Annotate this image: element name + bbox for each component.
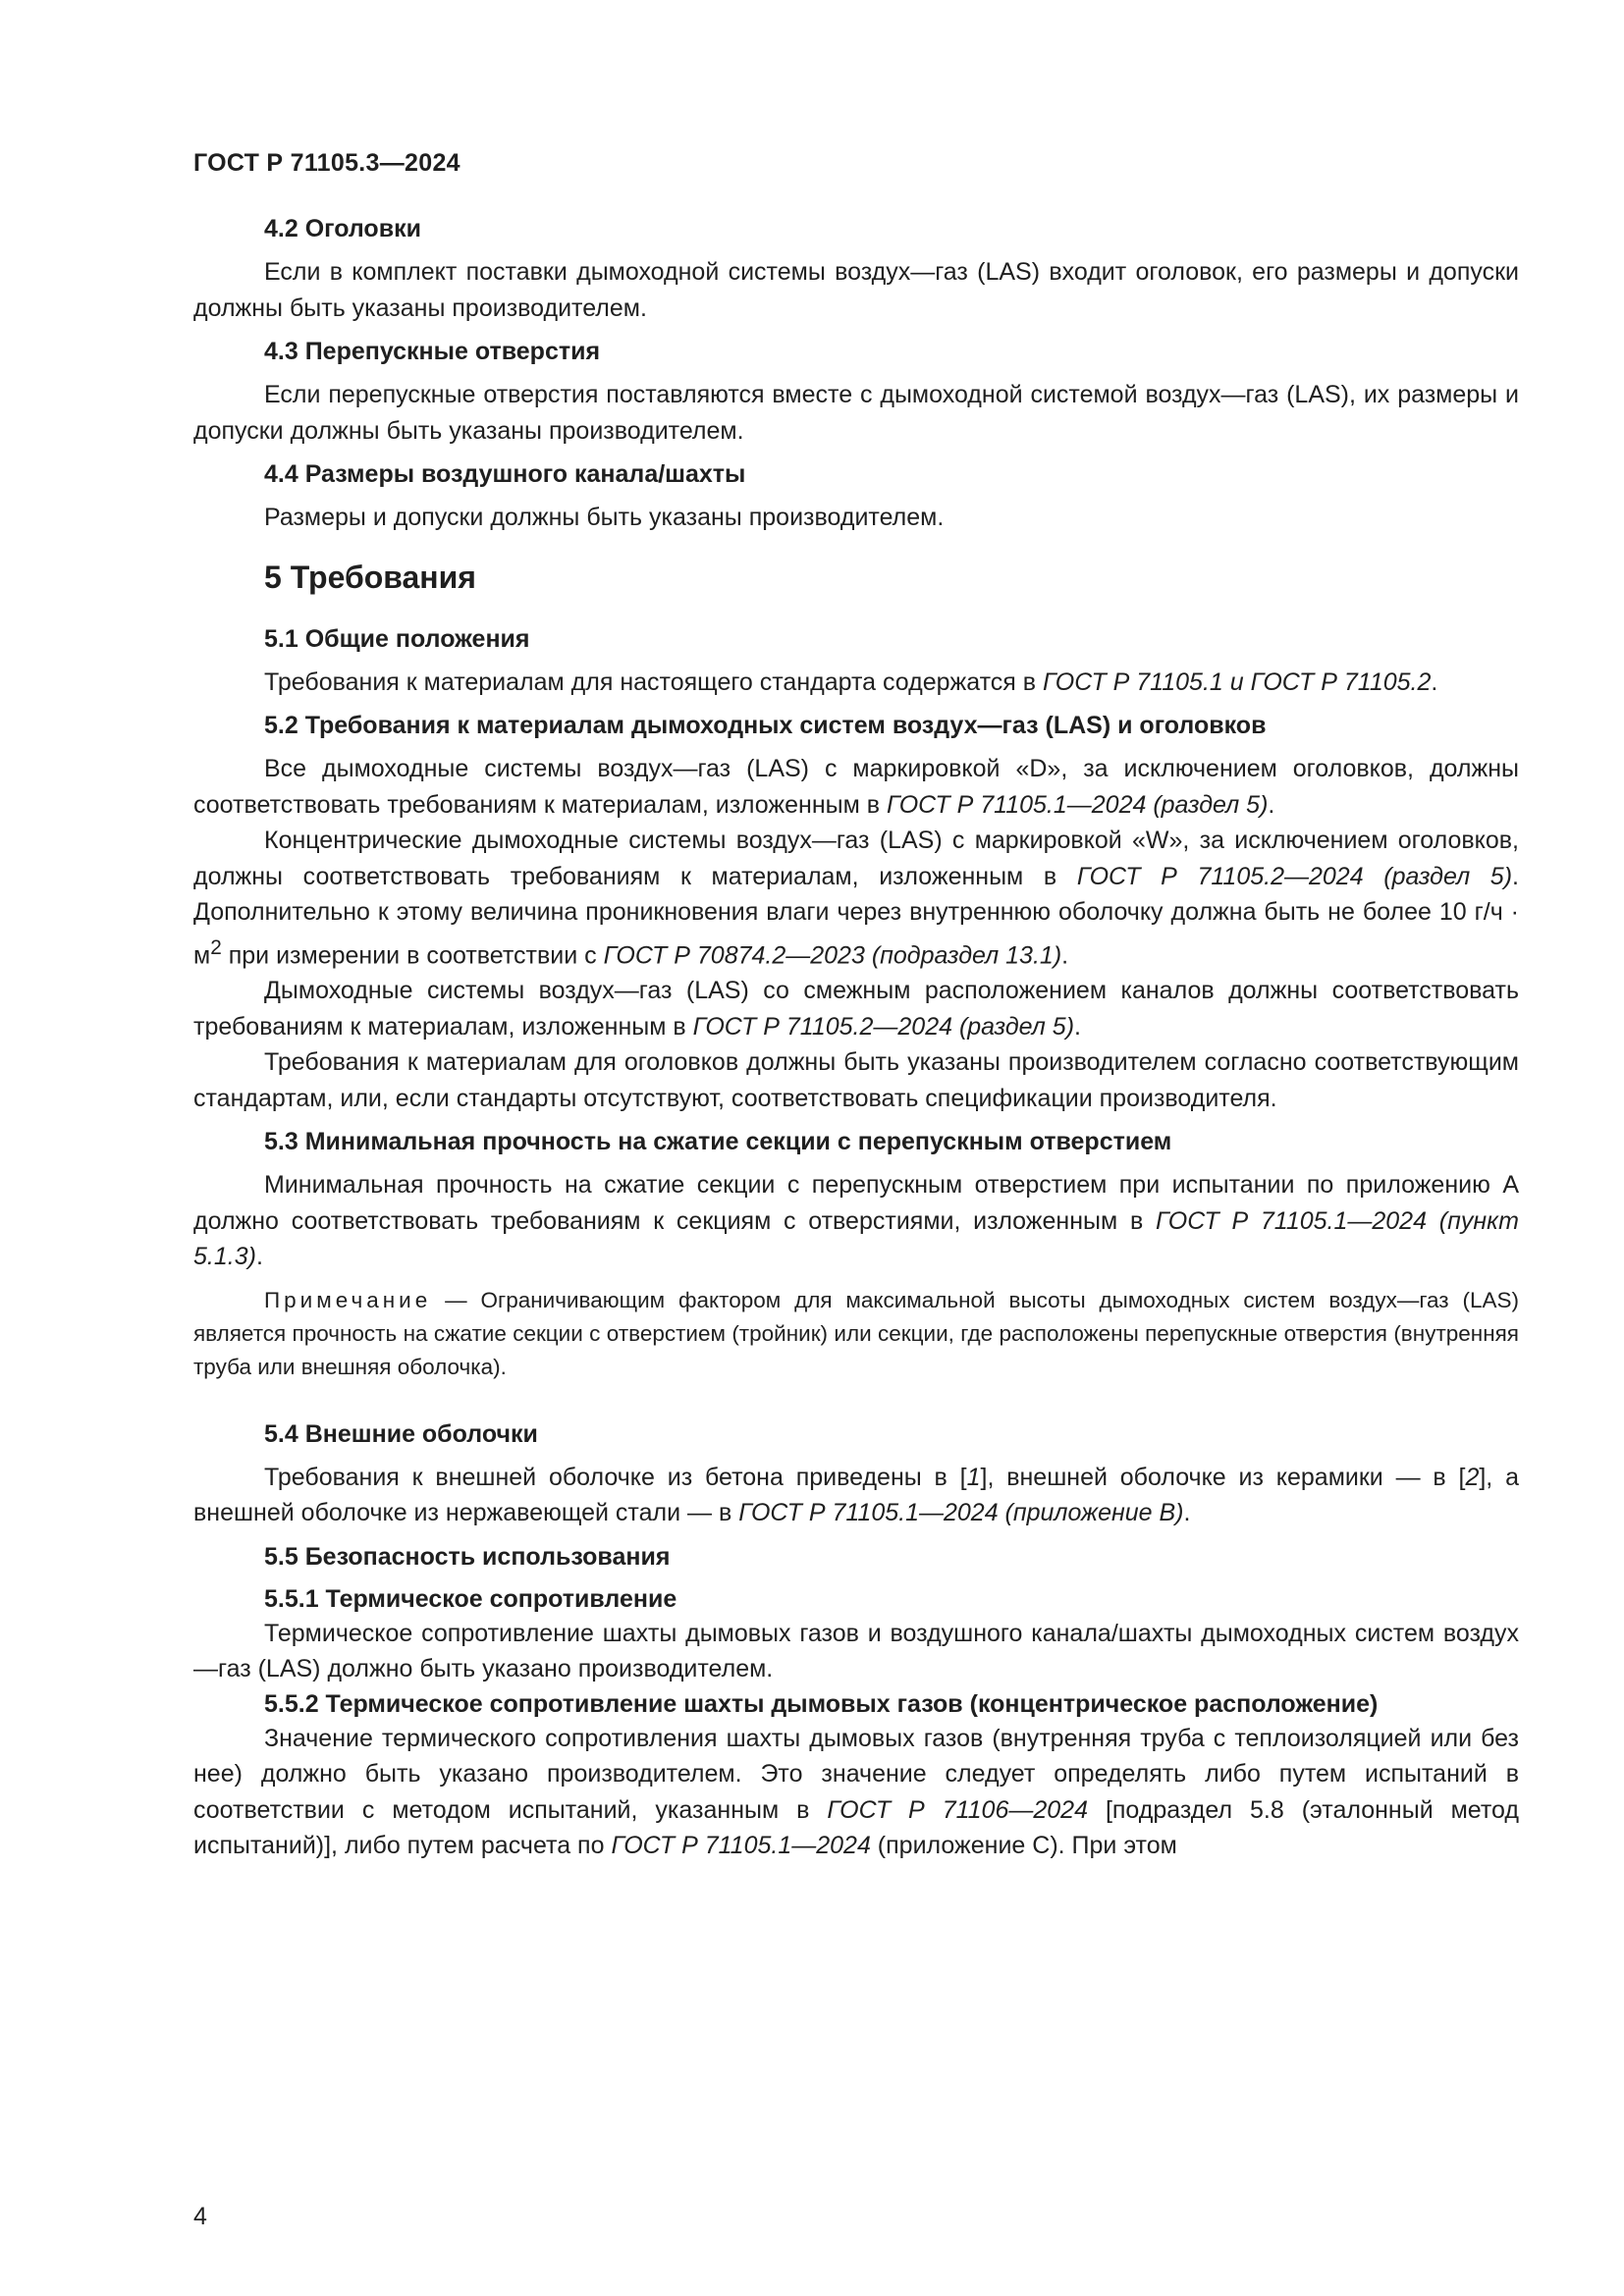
paragraph-4-2: Если в комплект поставки дымоходной системы воздух—газ (LAS) входит оголовок, его размеры и допуски должны быть указаны производителем. bbox=[193, 258, 1519, 322]
paragraph-5-4: Требования к внешней оболочке из бетона приведены в [1], внешней оболочке из керамики — в [2], а внешней оболочке из нержавеющей стали — в ГОСТ Р 71105.1—2024 (приложение В). bbox=[193, 1463, 1519, 1527]
document-page bbox=[193, 137, 1519, 1864]
heading-5-5-1: 5.5.1 Термическое сопротивление bbox=[264, 1584, 677, 1613]
paragraph-5-5-2: Значение термического сопротивления шахты дымовых газов (внутренняя труба с теплоизоляцией или без нее) должно быть указано производителем. Это значение следует определять либо путем испытаний в соответствии с методом испытаний, указанным в ГОСТ Р 71106—2024 [подраздел 5.8 (эталонный метод испытаний)], либо путем расчета по ГОСТ Р 71105.1—2024 (приложение С). При этом bbox=[193, 1724, 1519, 1860]
heading-5-1: 5.1 Общие положения bbox=[264, 624, 530, 653]
heading-5-4: 5.4 Внешние оболочки bbox=[264, 1419, 538, 1448]
standard-reference: ГОСТ Р 71105.1—2024 (пункт 5.1.3) bbox=[193, 1206, 1519, 1271]
paragraph-5-5-1: Термическое сопротивление шахты дымовых газов и воздушного канала/шахты дымоходных систем воздух—газ (LAS) должно быть указано производителем. bbox=[193, 1619, 1519, 1683]
heading-5-5: 5.5 Безопасность использования bbox=[264, 1542, 671, 1571]
bibliography-reference: 1 bbox=[966, 1463, 981, 1491]
paragraph-4-3: Если перепускные отверстия поставляются вместе с дымоходной системой воздух—газ (LAS), их размеры и допуски должны быть указаны производителем. bbox=[193, 381, 1519, 445]
heading-5-3: 5.3 Минимальная прочность на сжатие секции с перепускным отверстием bbox=[264, 1128, 1172, 1156]
paragraph-5-2-1: Все дымоходные системы воздух—газ (LAS) с маркировкой «D», за исключением оголовков, должны соответствовать требованиям к материалам, изложенным в ГОСТ Р 71105.1—2024 (раздел 5). bbox=[193, 755, 1519, 819]
standard-reference: ГОСТ Р 71105.1—2024 (раздел 5) bbox=[886, 790, 1269, 819]
paragraph-4-4: Размеры и допуски должны быть указаны производителем. bbox=[264, 504, 945, 531]
standard-reference: ГОСТ Р 71105.2—2024 (раздел 5) bbox=[692, 1012, 1075, 1041]
heading-4-4: 4.4 Размеры воздушного канала/шахты bbox=[264, 460, 746, 488]
standard-reference: ГОСТ Р 71105.1 и ГОСТ Р 71105.2 bbox=[1043, 667, 1432, 696]
page-number: 4 bbox=[193, 2203, 207, 2230]
paragraph-5-1: Требования к материалам для настоящего стандарта содержатся в ГОСТ Р 71105.1 и ГОСТ Р 71105.2. bbox=[264, 667, 1438, 696]
paragraph-5-3: Минимальная прочность на сжатие секции с перепускным отверстием при испытании по приложению А должно соответствовать требованиям к секциям с отверстиями, изложенным в ГОСТ Р 71105.1—2024 (пункт 5.1.3). bbox=[193, 1171, 1519, 1271]
standard-reference: ГОСТ Р 71105.2—2024 (раздел 5) bbox=[1076, 862, 1513, 890]
document-code-header: ГОСТ Р 71105.3—2024 bbox=[193, 149, 460, 177]
heading-4-3: 4.3 Перепускные отверстия bbox=[264, 338, 601, 365]
bibliography-reference: 2 bbox=[1465, 1463, 1480, 1491]
standard-reference: ГОСТ Р 70874.2—2023 (подраздел 13.1) bbox=[603, 940, 1062, 969]
note-label: Примечание bbox=[264, 1287, 432, 1312]
note-5-3: Примечание — Ограничивающим фактором для максимальной высоты дымоходных систем воздух—газ (LAS) является прочность на сжатие секции с отверстием (тройник) или секции, где расположены перепускные отверстия (внутренняя труба или внешняя оболочка). bbox=[193, 1287, 1519, 1379]
heading-5-2: 5.2 Требования к материалам дымоходных систем воздух—газ (LAS) и оголовков bbox=[264, 712, 1267, 739]
heading-4-2: 4.2 Оголовки bbox=[264, 215, 421, 242]
standard-reference: ГОСТ Р 71106—2024 bbox=[827, 1795, 1088, 1824]
heading-5: 5 Требования bbox=[264, 559, 476, 595]
paragraph-5-2-2: Концентрические дымоходные системы воздух—газ (LAS) с маркировкой «W», за исключением оголовков, должны соответствовать требованиям к материалам, изложенным в ГОСТ Р 71105.2—2024 (раздел 5). Дополнительно к этому величина проникновения влаги через внутреннюю оболочку должна быть не более 10 $г/ч \cdot м^2$ при измерении в соответствии с ГОСТ Р 70874.2—2023 (подраздел 13.1). bbox=[193, 827, 1519, 969]
standard-reference: ГОСТ Р 71105.1—2024 (приложение В) bbox=[738, 1499, 1184, 1527]
heading-5-5-2: 5.5.2 Термическое сопротивление шахты дымовых газов (концентрическое расположение) bbox=[264, 1689, 1379, 1718]
paragraph-5-2-4: Требования к материалам для оголовков должны быть указаны производителем согласно соответствующим стандартам, или, если стандарты отсутствуют, соответствовать спецификации производителя. bbox=[193, 1048, 1519, 1112]
standard-reference: ГОСТ Р 71105.1—2024 bbox=[611, 1832, 871, 1860]
paragraph-5-2-3: Дымоходные системы воздух—газ (LAS) со смежным расположением каналов должны соответствовать требованиям к материалам, изложенным в ГОСТ Р 71105.2—2024 (раздел 5). bbox=[193, 977, 1519, 1041]
